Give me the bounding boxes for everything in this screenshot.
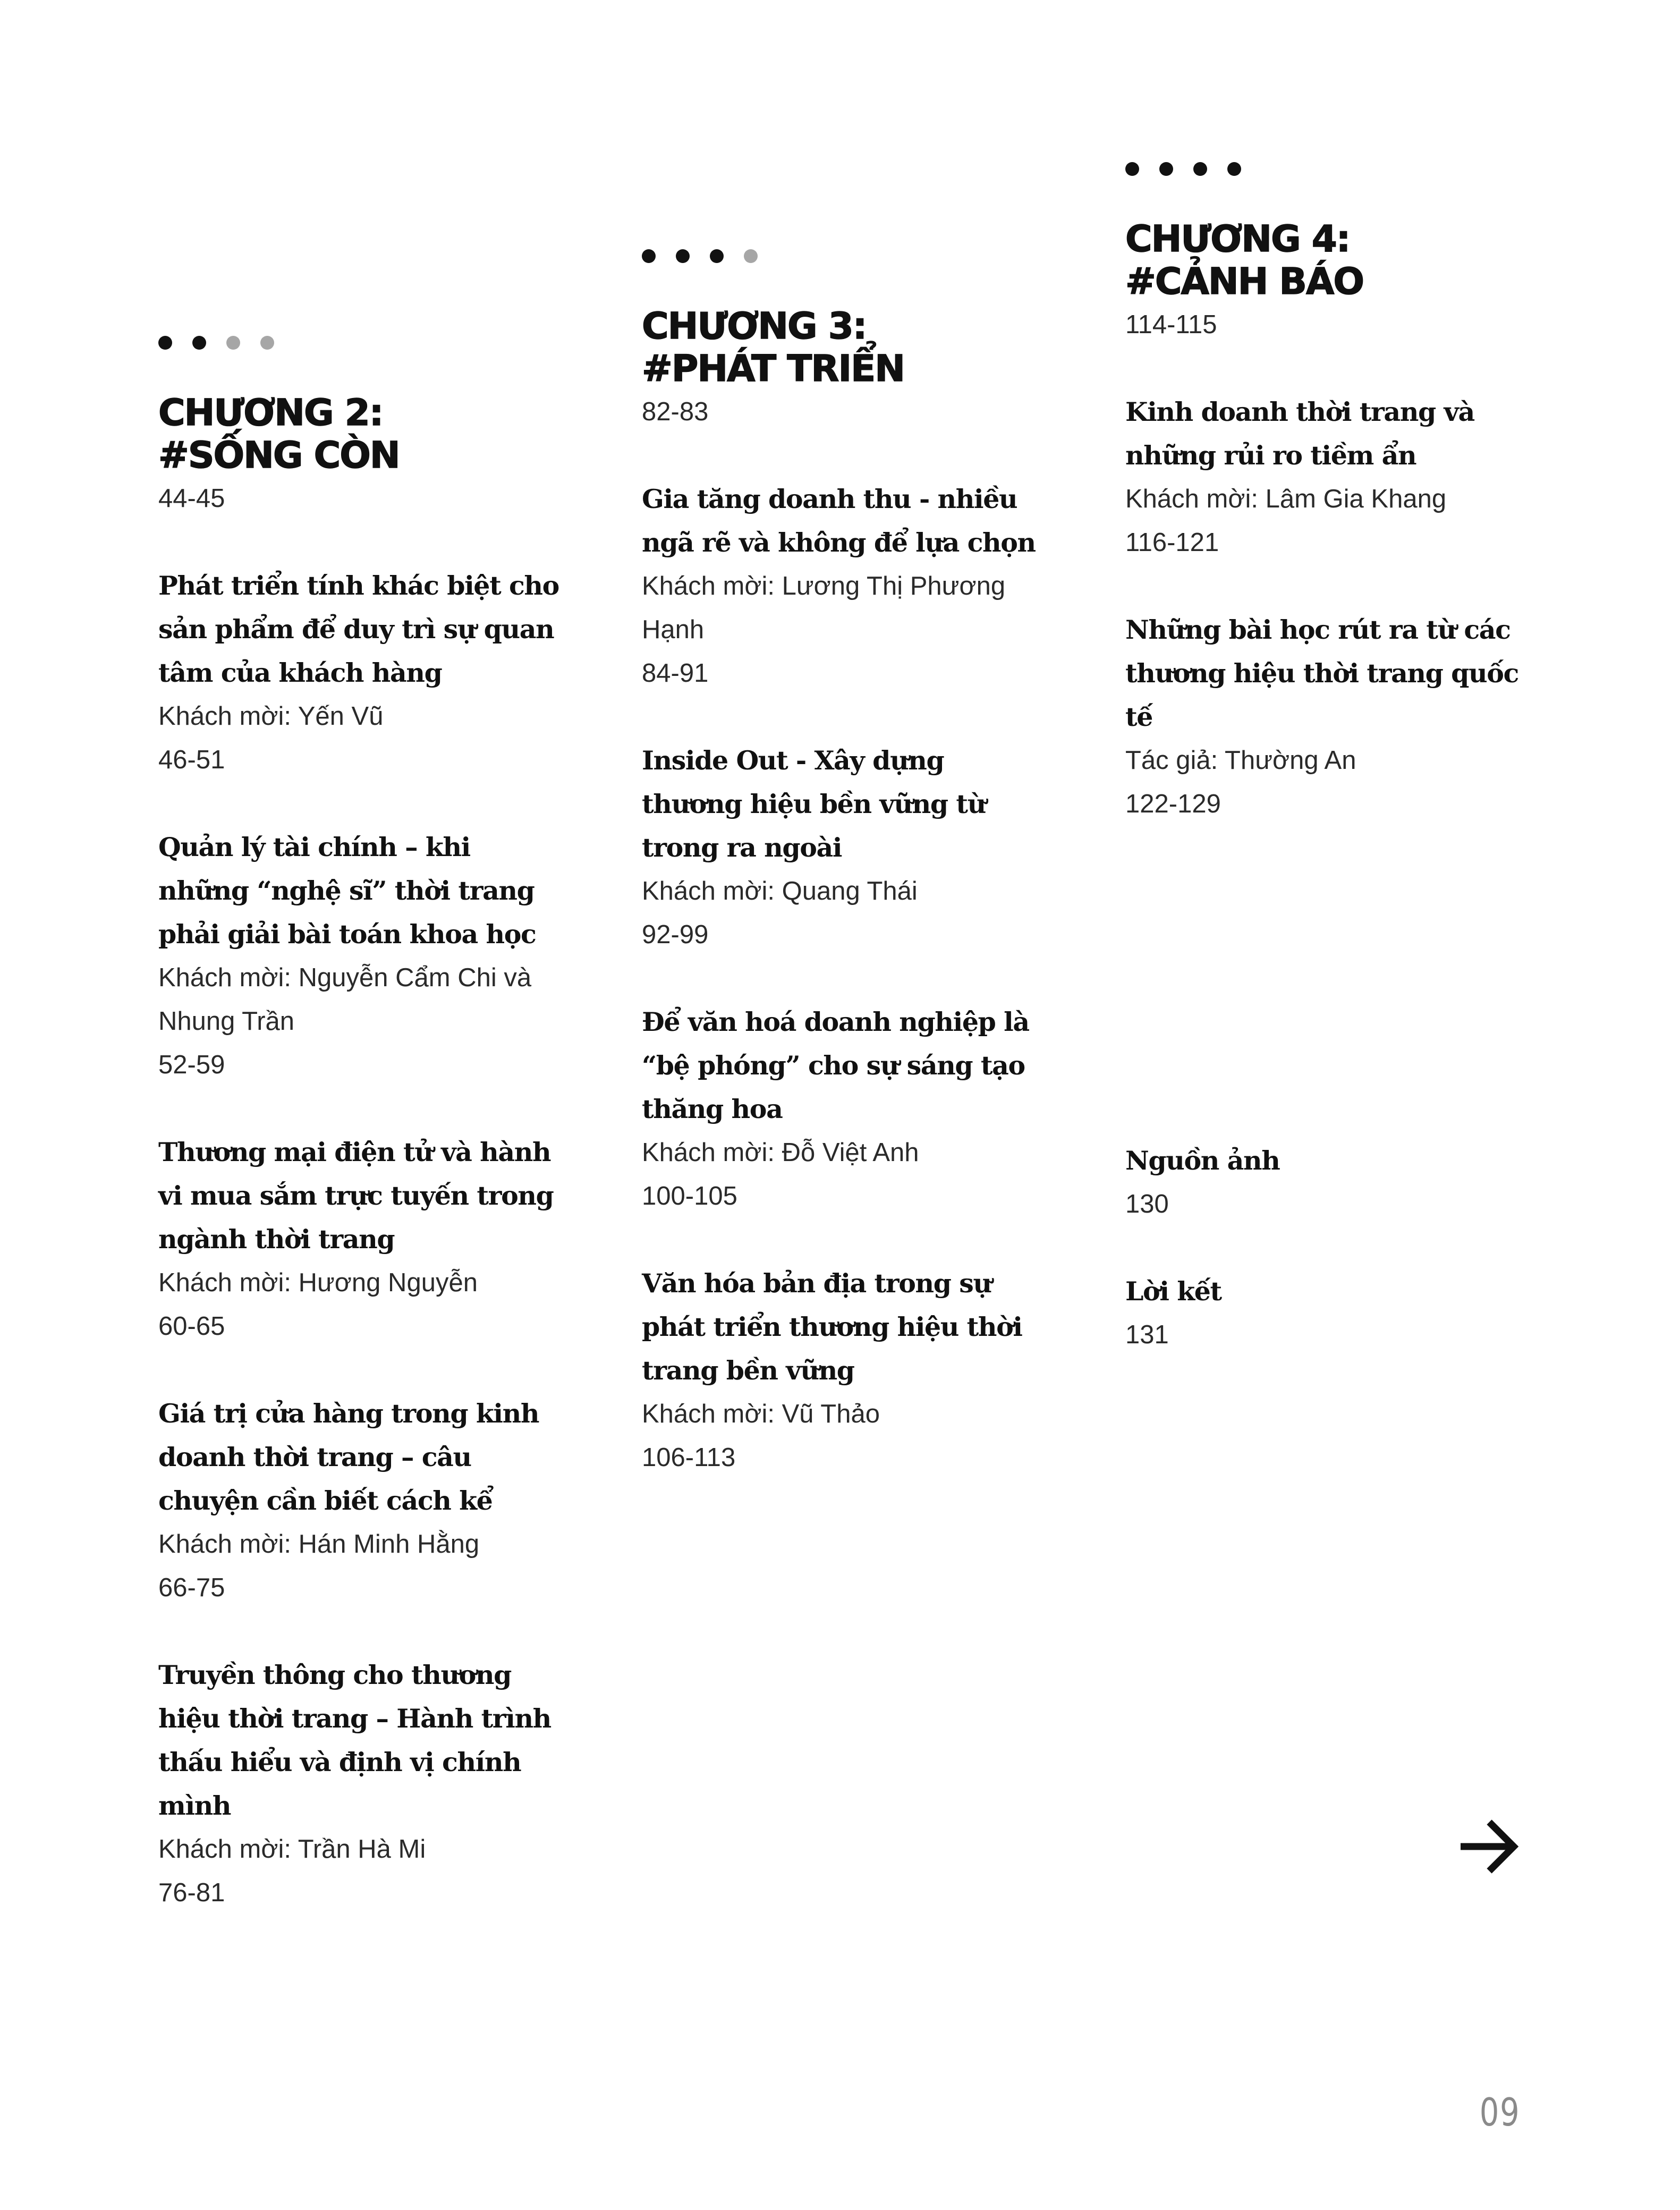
chapter-title [158,392,562,477]
page-number: 09 [1479,2090,1521,2135]
progress-dot-active [1125,162,1139,176]
entry-pages: 131 [1125,1320,1169,1349]
toc-entry-afterword[interactable] [1125,1269,1529,1357]
entry-title: Để văn hoá doanh nghiệp là “bệ phóng” cho sự sáng tạo thăng hoa [642,1006,1029,1124]
toc-entry[interactable] [158,1653,562,1915]
progress-dot-inactive [226,336,240,350]
toc-entry[interactable] [158,1130,562,1348]
toc-entry-image-credits[interactable] [1125,1139,1529,1226]
entry-pages: 52-59 [158,1051,225,1079]
chapter-title-line1: CHƯƠNG 3: [642,305,867,348]
entry-title: Gia tăng doanh thu - nhiều ngã rẽ và không để lựa chọn [642,484,1036,558]
progress-dot-active [158,336,172,350]
entry-title: Phát triển tính khác biệt cho sản phẩm để duy trì sự quan tâm của khách hàng [158,570,559,688]
entry-guest: Khách mời: Vũ Thảo [642,1400,880,1428]
toc-entry[interactable] [1125,608,1529,826]
progress-dot-active [1193,162,1207,176]
entry-title: Kinh doanh thời trang và những rủi ro tiềm ẩn [1125,396,1474,471]
entry-title: Giá trị cửa hàng trong kinh doanh thời trang – câu chuyện cần biết cách kể [158,1398,539,1516]
entry-title: Inside Out - Xây dựng thương hiệu bền vững từ trong ra ngoài [642,745,986,863]
toc-entry[interactable] [1125,390,1529,564]
entry-title: Thương mại điện tử và hành vi mua sắm trực tuyến trong ngành thời trang [158,1137,554,1255]
progress-dot-inactive [744,249,758,263]
entry-guest: Khách mời: Lương Thị Phương Hạnh [642,572,1006,644]
chapter-title-line2: #SỐNG CÒN [158,434,400,477]
chapter-title-line1: CHƯƠNG 2: [158,392,383,434]
progress-dot-active [710,249,724,263]
progress-dot-active [676,249,690,263]
entry-guest: Khách mời: Hán Minh Hằng [158,1530,480,1559]
arrow-right-icon-svg [1458,1817,1520,1876]
toc-entry[interactable] [158,1392,562,1610]
toc-entry[interactable] [642,477,1046,695]
progress-dot-active [1159,162,1173,176]
entry-pages: 76-81 [158,1878,225,1907]
chapter-4-column [1125,158,1529,1349]
entry-pages: 60-65 [158,1312,225,1341]
progress-dot-active [1227,162,1241,176]
back-matter [1125,1139,1529,1357]
chapter-title-line2: #CẢNH BÁO [1125,260,1364,303]
chapter-3-column [642,245,1046,1479]
entry-title: Nguồn ảnh [1125,1145,1280,1176]
chapter-2-column [158,332,562,1915]
chapter-title [642,305,1046,390]
chapter-page-range: 82-83 [642,397,709,426]
entry-guest: Khách mời: Quang Thái [642,877,918,905]
chapter-title [1125,218,1529,303]
chapter-progress-dots [642,245,1046,267]
entry-pages: 46-51 [158,746,225,774]
entry-pages: 130 [1125,1190,1169,1218]
entry-guest: Khách mời: Hương Nguyễn [158,1268,478,1297]
entry-pages: 66-75 [158,1573,225,1602]
entry-guest: Khách mời: Lâm Gia Khang [1125,485,1447,513]
chapter-title-line2: #PHÁT TRIỂN [642,348,905,390]
entry-pages: 100-105 [642,1182,737,1210]
chapter-title-line1: CHƯƠNG 4: [1125,218,1350,260]
arrow-right-icon[interactable] [1458,1817,1520,1876]
entry-pages: 84-91 [642,659,709,688]
toc-entry[interactable] [642,739,1046,956]
entry-guest: Khách mời: Đỗ Việt Anh [642,1138,919,1167]
entry-guest: Khách mời: Trần Hà Mi [158,1835,426,1864]
progress-dot-active [642,249,656,263]
entry-pages: 92-99 [642,920,709,949]
entry-pages: 122-129 [1125,790,1221,818]
entry-pages: 116-121 [1125,528,1219,557]
progress-dot-active [192,336,206,350]
entry-guest: Khách mời: Yến Vũ [158,702,384,731]
entry-title: Những bài học rút ra từ các thương hiệu thời trang quốc tế [1125,614,1518,732]
entry-title: Quản lý tài chính – khi những “nghệ sĩ” thời trang phải giải bài toán khoa học [158,832,536,950]
toc-entry[interactable] [642,1261,1046,1479]
toc-entry[interactable] [158,564,562,782]
entry-author: Tác giả: Thường An [1125,746,1356,775]
toc-entry[interactable] [642,1000,1046,1218]
chapter-page-range: 44-45 [158,484,225,513]
toc-entry[interactable] [158,825,562,1087]
chapter-progress-dots [1125,158,1529,180]
chapter-page-range: 114-115 [1125,310,1217,339]
entry-title: Lời kết [1125,1276,1221,1307]
entry-pages: 106-113 [642,1443,736,1472]
entry-title: Truyền thông cho thương hiệu thời trang – Hành trình thấu hiểu và định vị chính mình [158,1659,551,1821]
entry-title: Văn hóa bản địa trong sự phát triển thương hiệu thời trang bền vững [642,1268,1022,1386]
entry-guest: Khách mời: Nguyễn Cẩm Chi và Nhung Trần [158,963,532,1036]
chapter-progress-dots [158,332,562,353]
progress-dot-inactive [260,336,274,350]
